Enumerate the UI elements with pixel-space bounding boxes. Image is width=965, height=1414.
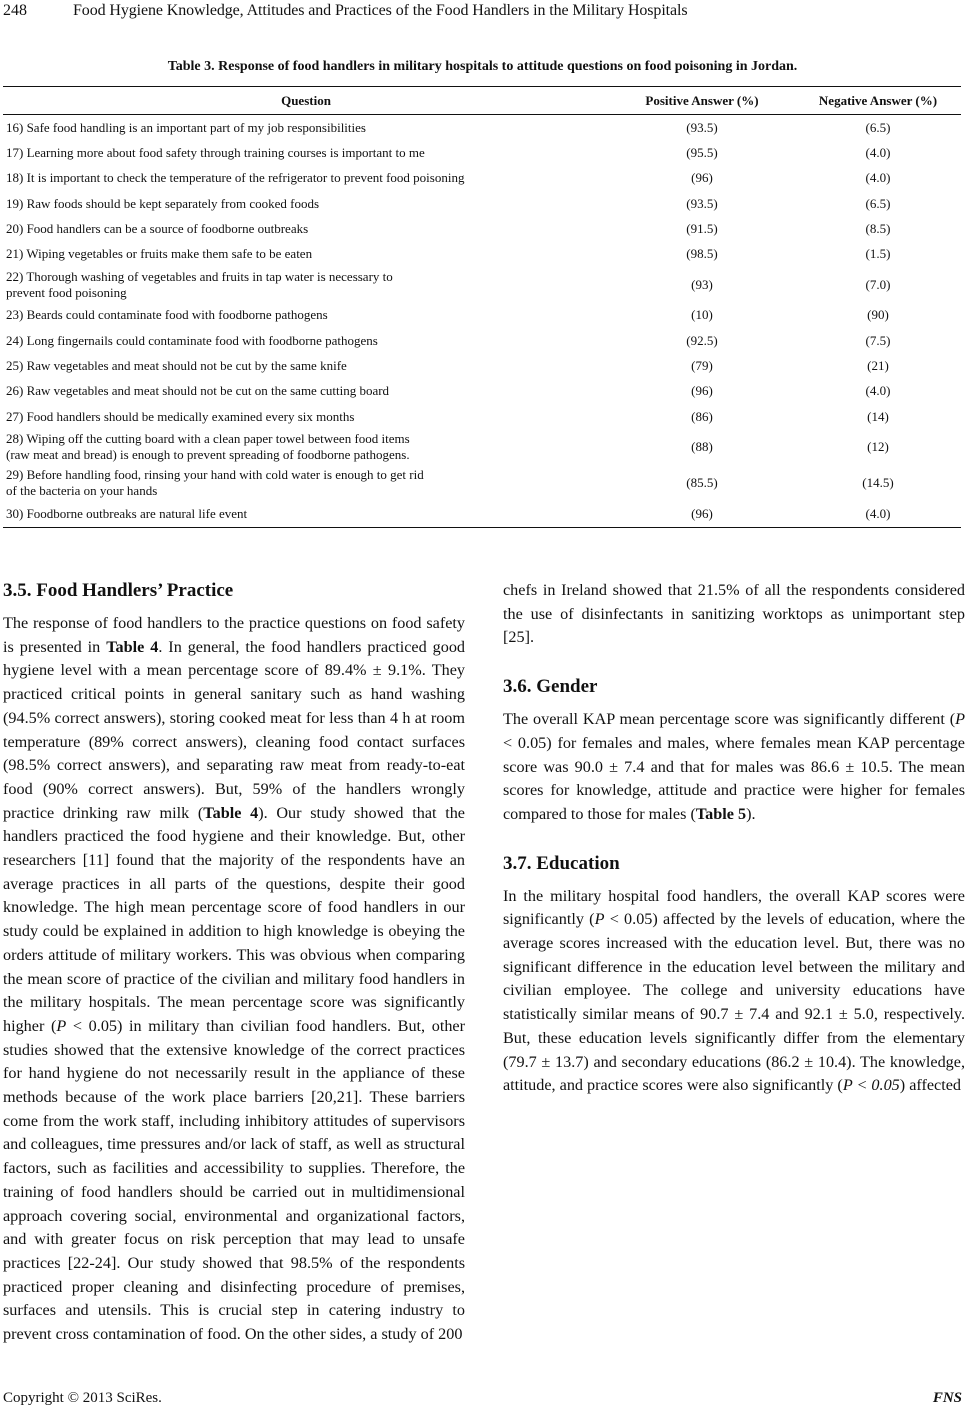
- positive-answer-cell: (79): [691, 358, 713, 374]
- question-text: 25) Raw vegetables and meat should not be cut by the same knife: [6, 358, 347, 374]
- text-run: ). Our study showed that the handlers practiced the food hygiene and their knowledge. But, other researchers [11] found that the majority of the respondents have an average practices in all parts of the questions, despite their good knowledge. The high mean percentage score of food handlers in our study could be explained in addition to high knowledge is obeying the orders attitude of military workers. This was obvious when comparing the mean score of practice of the civilian and military food handlers in the military hospitals. The mean percentage score was significantly higher (: [3, 803, 465, 1035]
- table-row: [3, 216, 961, 241]
- question-cell: [3, 501, 609, 527]
- gender-paragraph: [503, 708, 965, 827]
- question-cell: [3, 241, 609, 266]
- question-cell: [3, 191, 609, 216]
- positive-answer-cell: (91.5): [686, 220, 718, 236]
- column-left: [3, 578, 465, 1347]
- question-text: prevent food poisoning: [6, 284, 127, 300]
- negative-answer-cell: (6.5): [865, 195, 891, 211]
- positive-answer-cell: (10): [691, 307, 713, 323]
- text-run: . In general, the food handlers practiced good hygiene level with a mean percentage score of 89.4% ± 9.1%. They practiced critical points in general sanitary such as hand washing (94.5% correct answers), storing cooked meat for less than 4 h at room temperature (89% correct answers), cleaning food contact surfaces (98.5% correct answers), and separating raw meat from ready-to-eat food (90% correct answers). But, 59% of the handlers wrongly practice drinking raw milk (: [3, 637, 466, 822]
- question-cell: [3, 353, 609, 378]
- table-row: [3, 303, 961, 328]
- table-row: [3, 465, 961, 501]
- positive-answer-cell: (93.5): [686, 195, 718, 211]
- page-number: 248: [3, 2, 27, 19]
- question-cell: [3, 140, 609, 165]
- negative-answer-cell: (21): [867, 358, 889, 374]
- question-cell: [3, 328, 609, 353]
- column-header-positive: Positive Answer (%): [609, 87, 795, 115]
- practice-paragraph: [3, 612, 465, 1347]
- text-run: < 0.05) for females and males, where females mean KAP percentage score was 90.0 ± 7.4 and that for males was 86.6 ± 10.5. The mean scores for knowledge, attitude and practice were higher for females compared to those for males (: [503, 733, 965, 823]
- question-text: 16) Safe food handling is an important part of my job responsibilities: [6, 119, 366, 135]
- question-text: 19) Raw foods should be kept separately from cooked foods: [6, 195, 320, 211]
- table-reference: Table 4: [203, 803, 259, 822]
- positive-answer-cell: (96): [609, 501, 795, 527]
- negative-answer-cell: (4.0): [865, 170, 891, 186]
- question-text: 23) Beards could contaminate food with foodborne pathogens: [6, 307, 328, 323]
- question-text: 26) Raw vegetables and meat should not be cut on the same cutting board: [6, 383, 390, 399]
- question-text: 21) Wiping vegetables or fruits make them safe to be eaten: [6, 246, 313, 262]
- question-text: 28) Wiping off the cutting board with a clean paper towel between food items: [6, 431, 410, 447]
- question-text: 29) Before handling food, rinsing your hand with cold water is enough to get rid: [6, 467, 424, 483]
- negative-answer-cell: (4.0): [865, 144, 891, 160]
- negative-answer-cell: (7.5): [865, 332, 891, 348]
- text-run-continued: chefs in Ireland showed that 21.5% of all the respondents considered the use of disinfectants in sanitizing worktops as unimportant step [25].: [503, 581, 965, 647]
- question-cell: [3, 465, 609, 501]
- practice-paragraph-continued: [503, 579, 965, 650]
- copyright-notice: Copyright © 2013 SciRes.: [3, 1390, 162, 1406]
- text-run: < 0.05) affected by the levels of education, where the average scores increased with the education level. But, there was no significant difference in the education level between the military and civilian employee. The college and university educations have statistically similar means of 90.7 ± 7.4 and 92.1 ± 5.0, respectively. But, these education levels significantly differ from the elementary (79.7 ± 13.7) and secondary educations (86.2 ± 10.4). The knowledge, attitude, and practice scores were also significantly (: [503, 910, 965, 1095]
- question-cell: [3, 267, 609, 303]
- positive-answer-cell: (92.5): [686, 332, 718, 348]
- table-row: [3, 429, 961, 465]
- table-row: [3, 115, 961, 141]
- negative-answer-cell: (4.0): [795, 501, 961, 527]
- text-run: In the military hospital food handlers, the overall KAP scores were significantly (: [503, 886, 965, 929]
- page-footer: [3, 1388, 962, 1408]
- text-run-flow: < 0.05) in military than civilian food handlers. But, other studies showed that the extensive knowledge of the correct practices for hand hygiene do not necessarily result in the appliance of these methods because of the work place barriers [20,21]. These barriers come from the work staff, including inhibitory attitudes of supervisors and colleagues, time pressures and/or lack of staff, as well as structural factors, such as facilities and accessibility to supplies. Therefore, the training of food handlers should be carried out in multidimensional approach covering social, environmental and organizational factors, and with greater focus on risk perception that may lead to unsafe practices [22-24]. Our study showed that 98.5% of the respondents practiced proper cleaning and disinfecting procedure of premises, surfaces and utensils. This is crucial step in catering industry to prevent cross contamination of food. On the other sides, a study of 200: [3, 1016, 466, 1344]
- negative-answer-cell: (8.5): [865, 220, 891, 236]
- education-paragraph: [503, 885, 965, 1098]
- section-heading-gender: 3.6. Gender: [503, 676, 598, 698]
- p-value-symbol: P: [594, 910, 605, 929]
- positive-answer-cell: (96): [691, 170, 713, 186]
- positive-answer-cell: (96): [691, 383, 713, 399]
- positive-answer-cell: (85.5): [686, 475, 718, 491]
- table-row: [3, 353, 961, 378]
- table-row: [3, 140, 961, 165]
- text-run: ).: [746, 804, 756, 823]
- positive-answer-cell: (95.5): [686, 144, 718, 160]
- p-value-symbol: P: [955, 710, 965, 729]
- journal-abbreviation: FNS: [932, 1390, 962, 1406]
- table-row: [3, 166, 961, 191]
- running-head: [3, 1, 965, 21]
- table-reference: Table 4: [106, 637, 159, 656]
- question-cell: [3, 216, 609, 241]
- table-row: [3, 191, 961, 216]
- running-title: Food Hygiene Knowledge, Attitudes and Practices of the Food Handlers in the Military Hospitals: [73, 2, 688, 19]
- column-header-question: Question: [3, 87, 609, 115]
- text-run: The response of food handlers to the practice questions on food safety is presented in: [3, 614, 465, 656]
- negative-answer-cell: (4.0): [865, 383, 891, 399]
- text-run: ) affected: [899, 1076, 962, 1095]
- table-row: [3, 267, 961, 303]
- negative-answer-cell: (1.5): [865, 246, 891, 262]
- table-row: [3, 328, 961, 353]
- negative-answer-cell: (14.5): [862, 475, 894, 491]
- positive-answer-cell: (88): [691, 439, 713, 455]
- negative-answer-cell: (12): [867, 439, 889, 455]
- table-row: [3, 379, 961, 404]
- positive-answer-cell: (93): [691, 276, 713, 292]
- question-cell: [3, 115, 609, 141]
- column-header-negative: Negative Answer (%): [795, 87, 961, 115]
- p-value-expression: P < 0.05: [842, 1076, 900, 1095]
- question-cell: [3, 379, 609, 404]
- table-row: [3, 404, 961, 429]
- negative-answer-cell: (7.0): [865, 276, 891, 292]
- positive-answer-cell: (86): [691, 408, 713, 424]
- question-text: 30) Foodborne outbreaks are natural life event: [6, 505, 248, 521]
- table-reference: Table 5: [695, 804, 747, 823]
- question-cell: [3, 166, 609, 191]
- section-heading-practice: 3.5. Food Handlers’ Practice: [3, 580, 234, 601]
- attitude-table: [3, 86, 961, 528]
- positive-answer-cell: (98.5): [686, 246, 718, 262]
- question-text: 18) It is important to check the temperature of the refrigerator to prevent food poisoning: [6, 170, 465, 186]
- positive-answer-cell: (93.5): [686, 119, 718, 135]
- negative-answer-cell: (14): [867, 408, 889, 424]
- question-text: (raw meat and bread) is enough to prevent spreading of foodborne pathogens.: [6, 447, 410, 463]
- column-right: [503, 579, 965, 1098]
- question-text: 20) Food handlers can be a source of foodborne outbreaks: [6, 220, 309, 236]
- table-caption: Table 3. Response of food handlers in military hospitals to attitude questions on food poisoning in Jordan.: [167, 59, 798, 74]
- table-row: [3, 501, 961, 527]
- table-header-row: [3, 87, 961, 115]
- question-text: 24) Long fingernails could contaminate food with foodborne pathogens: [6, 332, 378, 348]
- table-row: [3, 241, 961, 266]
- negative-answer-cell: (90): [867, 307, 889, 323]
- question-cell: [3, 303, 609, 328]
- question-text: of the bacteria on your hands: [6, 483, 158, 499]
- negative-answer-cell: (6.5): [865, 119, 891, 135]
- text-run: The overall KAP mean percentage score was significantly different (: [503, 710, 956, 729]
- question-text: 22) Thorough washing of vegetables and fruits in tap water is necessary to: [6, 268, 393, 284]
- p-value-symbol: P: [56, 1016, 67, 1035]
- question-cell: [3, 429, 609, 465]
- question-text: 17) Learning more about food safety through training courses is important to me: [6, 144, 425, 160]
- table-body: [3, 115, 961, 528]
- question-cell: [3, 404, 609, 429]
- section-heading-education: 3.7. Education: [503, 852, 620, 874]
- question-text: 27) Food handlers should be medically examined every six months: [6, 408, 355, 424]
